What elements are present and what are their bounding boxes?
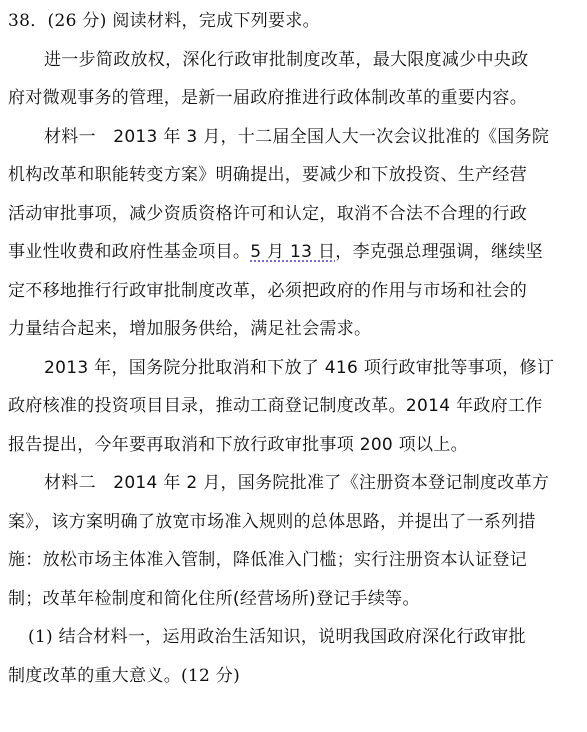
material-one-line-4-pre: 事业性收费和政府性基金项目。 bbox=[8, 242, 251, 262]
material-two-line-1: 材料二 2014 年 2 月，国务院批准了《注册资本登记制度改革方 bbox=[44, 473, 550, 493]
intro-line-2: 府对微观事务的管理，是新一届政府推进行政体制改革的重要内容。 bbox=[8, 88, 527, 108]
material-one-line-5: 定不移地推行行政审批制度改革，必须把政府的作用与市场和社会的 bbox=[8, 280, 527, 301]
material-one-line-3: 活动审批事项，减少资质资格许可和认定，取消不合法不合理的行政 bbox=[8, 203, 527, 224]
material-one-line-4 bbox=[8, 233, 581, 272]
material-one-line-1: 材料一 2013 年 3 月，十二届全国人大一次会议批准的《国务院 bbox=[44, 126, 550, 147]
sub-question-line-2: 制度改革的重大意义。(12 分) bbox=[8, 665, 241, 686]
question-header: 38．(26 分) 阅读材料，完成下列要求。 bbox=[8, 11, 320, 31]
sub-question-1 bbox=[8, 618, 581, 695]
intro-paragraph bbox=[8, 41, 581, 118]
material-one-line-2: 机构改革和职能转变方案》明确提出，要减少和下放投资、生产经营 bbox=[8, 165, 527, 185]
material-one-line-4-post: ，李克强总理强调，继续坚 bbox=[335, 242, 543, 262]
material-one-paragraph bbox=[8, 118, 581, 349]
material-one-p2-line-1: 2013 年，国务院分批取消和下放了 416 项行政审批等事项，修订 bbox=[44, 357, 555, 378]
date-may-13: 5 月 13 日 bbox=[250, 242, 336, 262]
material-two-line-3: 施：放松市场主体准入管制，降低准入门槛；实行注册资本认证登记 bbox=[8, 550, 527, 570]
material-two-line-4: 制；改革年检制度和简化住所(经营场所)登记手续等。 bbox=[8, 588, 420, 609]
material-one-p2-line-3: 报告提出，今年要再取消和下放行政审批事项 200 项以上。 bbox=[8, 434, 468, 455]
material-one-line-6: 力量结合起来，增加服务供给，满足社会需求。 bbox=[8, 319, 372, 339]
material-one-p2-line-2: 政府核准的投资项目目录，推动工商登记制度改革。2014 年政府工作 bbox=[8, 396, 543, 416]
material-two-paragraph bbox=[8, 464, 581, 618]
material-one-paragraph-2 bbox=[8, 349, 581, 465]
sub-question-line-1: (1) 结合材料一，运用政治生活知识，说明我国政府深化行政审批 bbox=[28, 627, 526, 647]
material-two-line-2: 案》，该方案明确了放宽市场准入规则的总体思路，并提出了一系列措 bbox=[8, 511, 536, 532]
intro-line-1: 进一步简政放权，深化行政审批制度改革，最大限度减少中央政 bbox=[44, 49, 529, 70]
